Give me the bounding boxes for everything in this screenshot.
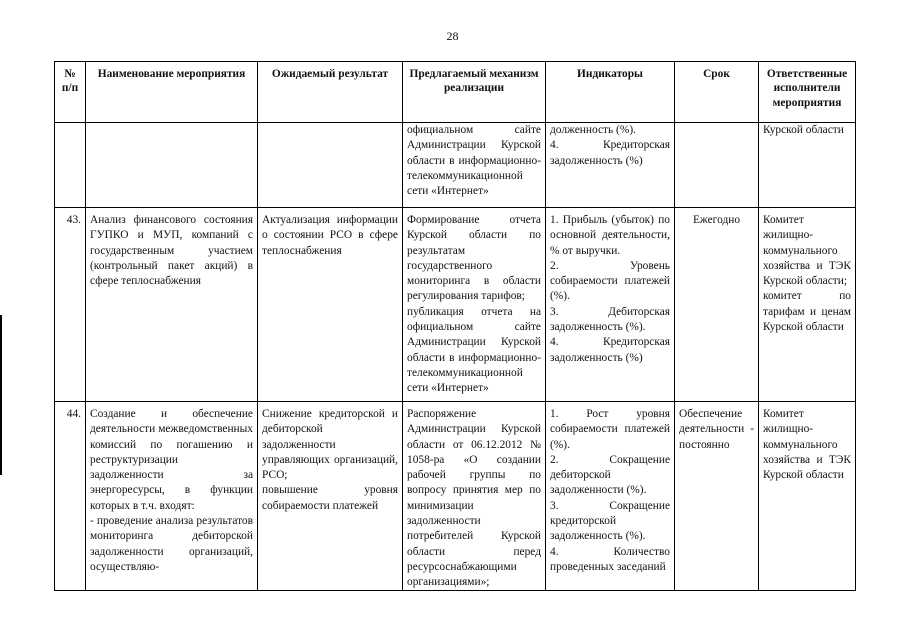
- header-indicators: Индикаторы: [546, 62, 675, 123]
- row-indicators: долженность (%). 4. Кредиторская задолженность (%): [546, 123, 675, 208]
- row-term: Ежегодно: [675, 208, 759, 402]
- table-row: [55, 402, 856, 591]
- row-result: Актуализация информации о состоянии РСО в сфере теплоснабжения: [258, 208, 403, 402]
- header-result: Ожидаемый результат: [258, 62, 403, 123]
- row-num: 43.: [55, 208, 86, 402]
- row-indicators: 1. Прибыль (убыток) по основной деятельности, % от выручки. 2. Уровень собираемости платежей (%). 3. Дебиторская задолженность (%). 4. Кредиторская задолженность (%): [546, 208, 675, 402]
- row-responsible: Комитет жилищно-коммунального хозяйства и ТЭК Курской области; комитет по тарифам и ценам Курской области: [759, 208, 856, 402]
- table-row: [55, 123, 856, 208]
- header-name: Наименование мероприятия: [86, 62, 258, 123]
- header-num: № п/п: [55, 62, 86, 123]
- row-term: Обеспечение деятельности - постоянно: [675, 402, 759, 591]
- row-result: Снижение кредиторской и дебиторской задолженности управляющих организаций, РСО; повышение уровня собираемости платежей: [258, 402, 403, 591]
- row-name: Создание и обеспечение деятельности межведомственных комиссий по погашению и реструктуризации задолженности за энергоресурсы, в функции которых в т.ч. входят: - проведение анализа результатов мониторинга дебиторской задолженности организаций, осуществляю-: [86, 402, 258, 591]
- row-num: 44.: [55, 402, 86, 591]
- row-indicators: 1. Рост уровня собираемости платежей (%). 2. Сокращение дебиторской задолженности (%). 3. Сокращение кредиторской задолженность (%). 4. Количество проведенных заседаний: [546, 402, 675, 591]
- row-num: [55, 123, 86, 208]
- row-mechanism: Распоряжение Администрации Курской области от 06.12.2012 № 1058-ра «О создании рабочей группы по вопросу принятия мер по минимизации задолженности потребителей Курской области перед ресурсоснабжающими организациями»;: [403, 402, 546, 591]
- row-result: [258, 123, 403, 208]
- margin-mark: [0, 315, 2, 475]
- page-number: 28: [446, 29, 459, 43]
- header-row: [55, 62, 856, 123]
- row-term: [675, 123, 759, 208]
- row-mechanism: Формирование отчета Курской области по результатам государственного мониторинга в области регулирования тарифов; публикация отчета на официальном сайте Администрации Курской области в информационно-телекоммуникационной сети «Интернет»: [403, 208, 546, 402]
- header-term: Срок: [675, 62, 759, 123]
- row-responsible: Комитет жилищно-коммунального хозяйства и ТЭК Курской области: [759, 402, 856, 591]
- table-row: [55, 208, 856, 402]
- row-name: Анализ финансового состояния ГУПКО и МУП, компаний с государственным участием (контрольный пакет акций) в сфере теплоснабжения: [86, 208, 258, 402]
- measures-table: [54, 61, 856, 591]
- row-mechanism: официальном сайте Администрации Курской области в информационно-телекоммуникационной сети «Интернет»: [403, 123, 546, 208]
- row-responsible: Курской области: [759, 123, 856, 208]
- row-name: [86, 123, 258, 208]
- header-responsible: Ответственные исполнители мероприятия: [759, 62, 856, 123]
- header-mechanism: Предлагаемый механизм реализации: [403, 62, 546, 123]
